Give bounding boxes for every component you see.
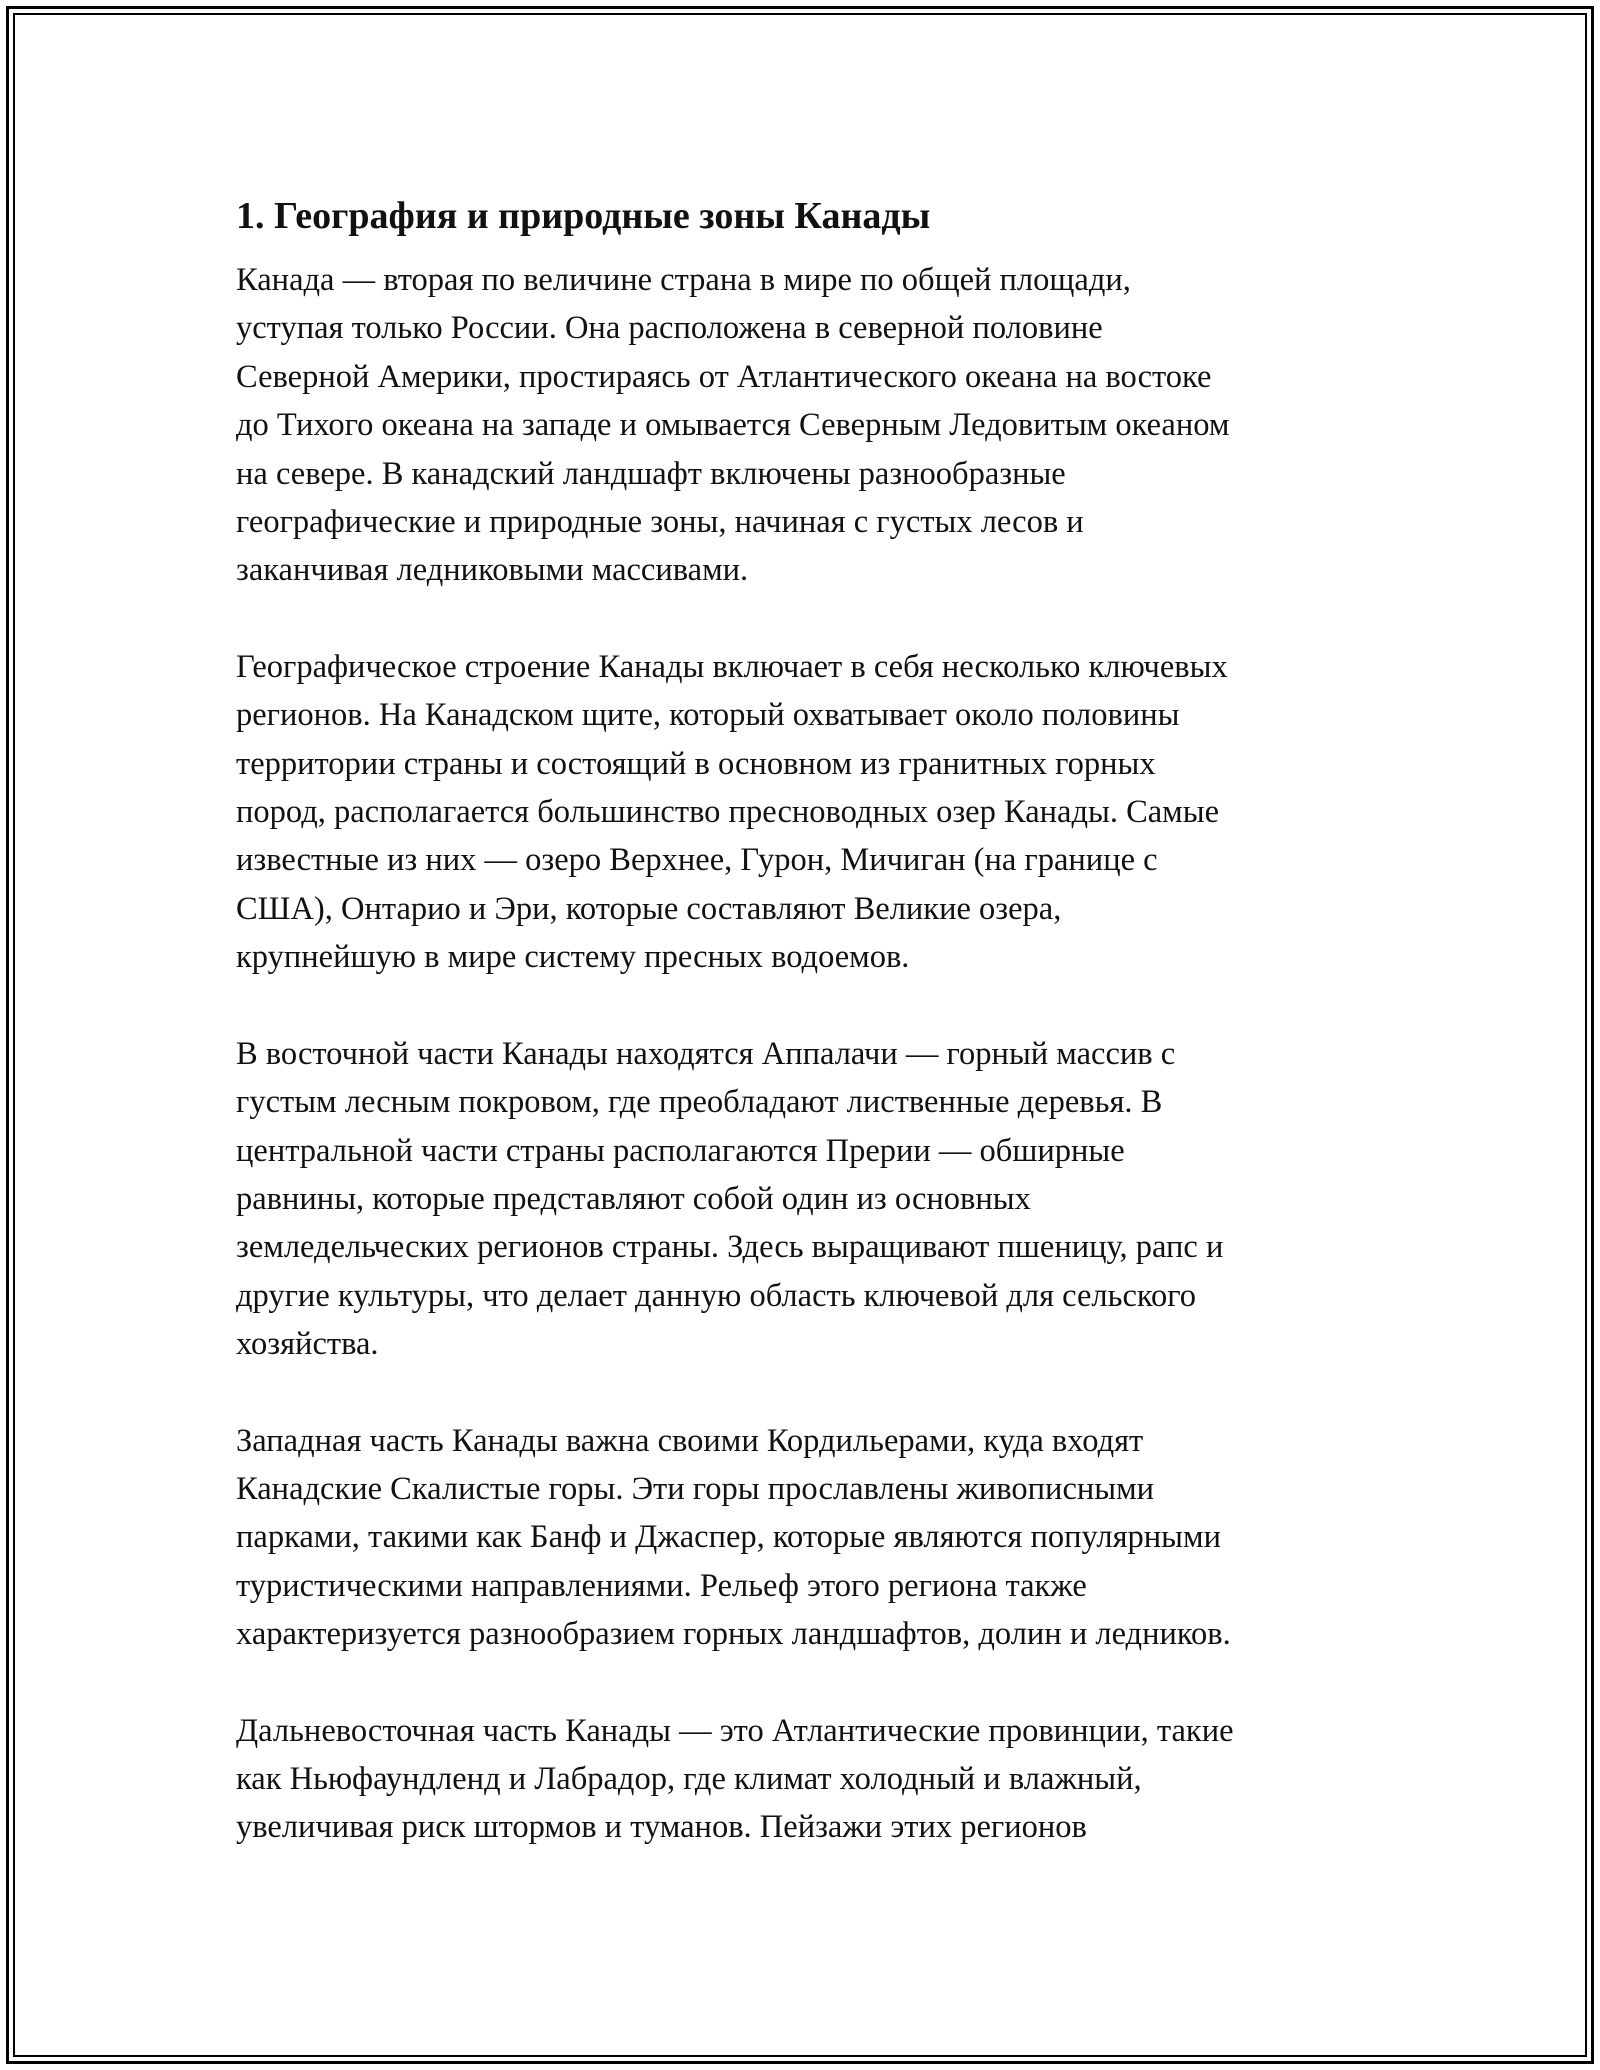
text-line: В восточной части Канады находятся Аппалачи — горный массив с [236,1035,1176,1072]
text-line: характеризуется разнообразием горных ландшафтов, долин и ледников. [236,1616,1231,1653]
text-line: регионов. На Канадском щите, который охватывает около половины [236,697,1180,734]
text-line: равнины, которые представляют собой один из основных [236,1180,1031,1217]
paragraph-geography-overview [236,256,1376,595]
text-line: Канада — вторая по величине страна в мире по общей площади, [236,262,1131,298]
text-line: крупнейшую в мире систему пресных водоемов. [236,939,910,976]
text-line: другие культуры, что делает данную область ключевой для сельского [236,1277,1197,1314]
text-line: на севере. В канадский ландшафт включены разнообразные [236,455,1066,492]
text-line: Западная часть Канады важна своими Кордильерами, куда входят [236,1422,1144,1459]
text-line: густым лесным покровом, где преобладают лиственные деревья. В [236,1084,1163,1121]
text-line: увеличивая риск штормов и туманов. Пейзажи этих регионов [236,1809,1087,1846]
text-line: Северной Америки, простираясь от Атлантического океана на востоке [236,358,1212,395]
text-line: центральной части страны располагаются Прерии — обширные [236,1132,1125,1169]
text-line: хозяйства. [236,1326,379,1363]
text-line: США), Онтарио и Эри, которые составляют Великие озера, [236,890,1062,927]
text-line: земледельческих регионов страны. Здесь выращивают пшеницу, рапс и [236,1229,1224,1266]
text-line: Канадские Скалистые горы. Эти горы прославлены живописными [236,1470,1155,1507]
text-line: до Тихого океана на западе и омывается Северным Ледовитым океаном [236,407,1230,444]
text-line: уступая только России. Она расположена в северной половине [236,310,1103,347]
text-line: территории страны и состоящий в основном из гранитных горных [236,745,1156,782]
document-body [236,186,1376,1852]
text-line: Географическое строение Канады включает в себя несколько ключевых [236,648,1228,685]
paragraph-canadian-shield [236,643,1376,982]
text-line: пород, располагается большинство пресноводных озер Канады. Самые [236,794,1220,831]
section-title: 1. География и природные зоны Канады [236,195,931,237]
paragraph-appalachians-prairies [236,1030,1376,1369]
paragraph-cordillera [236,1417,1376,1659]
text-line: географические и природные зоны, начиная с густых лесов и [236,504,1084,541]
text-line: Дальневосточная часть Канады — это Атлантические провинции, такие [236,1712,1234,1749]
text-line: как Ньюфаундленд и Лабрадор, где климат холодный и влажный, [236,1760,1142,1797]
text-line: заканчивая ледниковыми массивами. [236,552,749,589]
text-line: парками, такими как Банф и Джаспер, которые являются популярными [236,1519,1221,1556]
paragraph-atlantic-provinces [236,1707,1376,1852]
text-line: известные из них — озеро Верхнее, Гурон, Мичиган (на границе с [236,842,1158,879]
text-line: туристическими направлениями. Рельеф этого региона также [236,1567,1087,1604]
